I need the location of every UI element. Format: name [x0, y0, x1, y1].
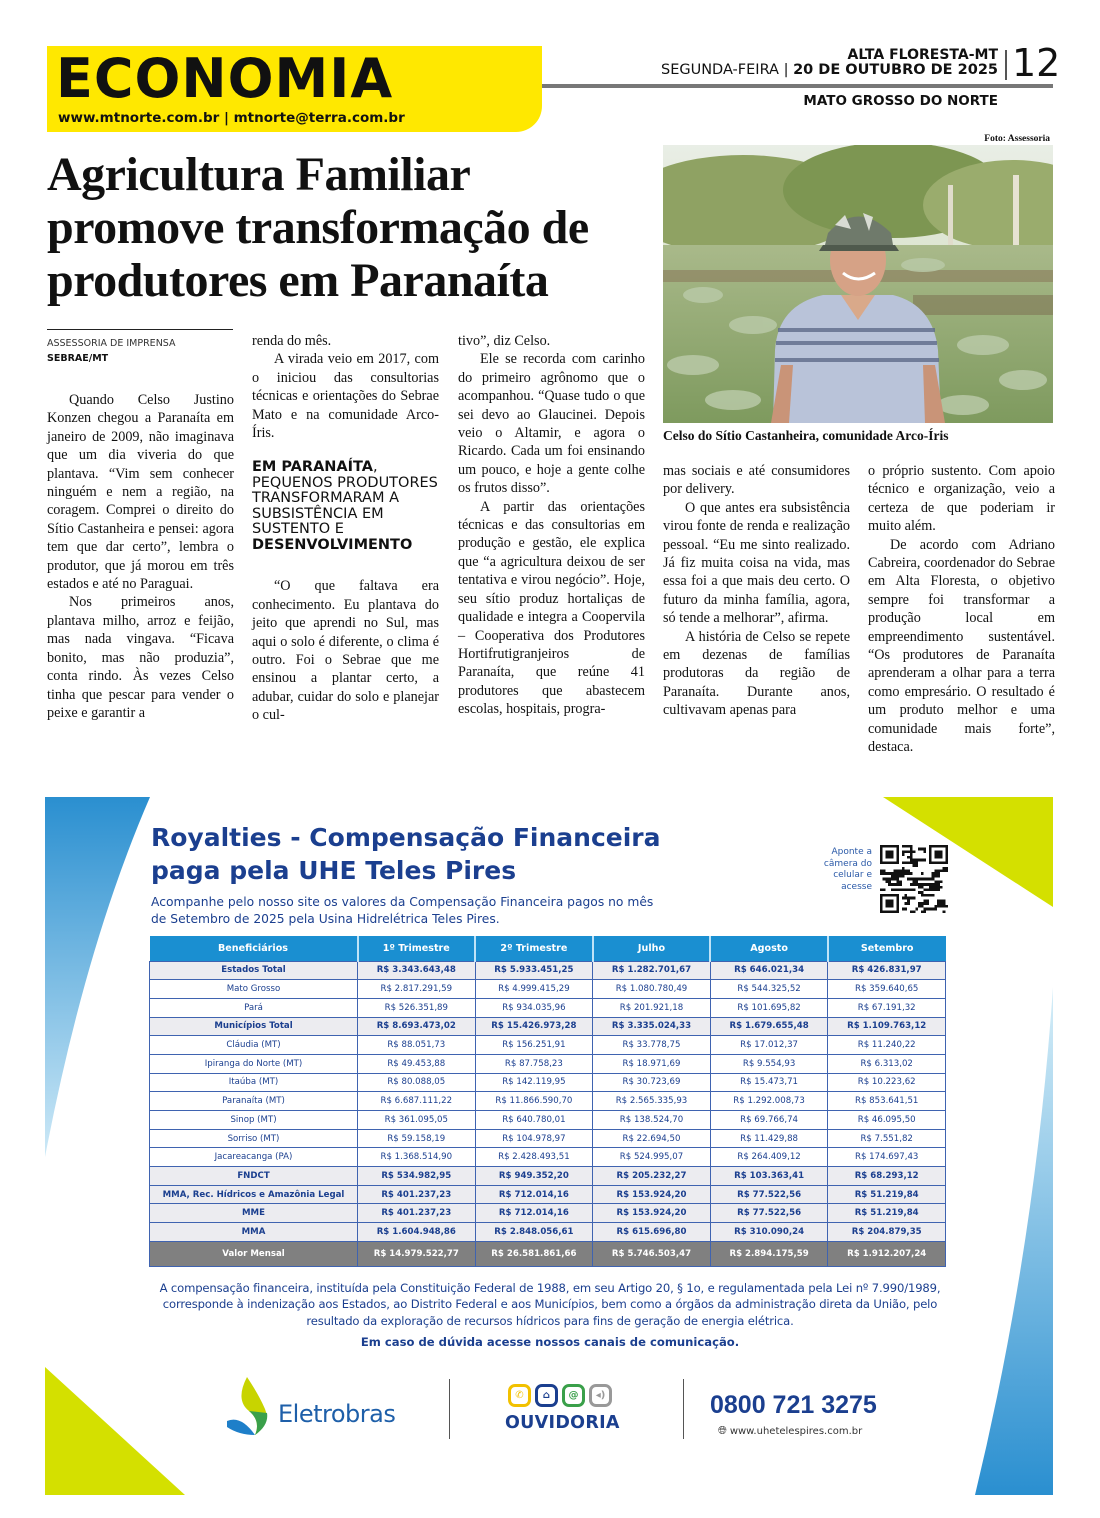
value-cell: R$ 59.158,19	[358, 1129, 476, 1148]
table-row	[150, 980, 946, 999]
table-header-cell: Agosto	[710, 936, 828, 961]
ad-title-line-2: paga pela UHE Teles Pires	[151, 856, 517, 885]
value-cell: R$ 138.524,70	[593, 1111, 711, 1130]
byline-role: ASSESSORIA DE IMPRENSA	[47, 338, 176, 349]
pull-quote-lead: EM PARANAÍTA	[252, 459, 374, 476]
eletrobras-brand: Eletrobras	[278, 1400, 396, 1428]
newspaper-name: MATO GROSSO DO NORTE	[803, 93, 998, 109]
value-cell: R$ 2.565.335,93	[593, 1092, 711, 1111]
value-cell: R$ 2.848.056,61	[475, 1223, 593, 1242]
table-row	[150, 1167, 946, 1186]
table-header-cell: Beneficiários	[150, 936, 358, 961]
value-cell: R$ 361.095,05	[358, 1111, 476, 1130]
value-cell: R$ 359.640,65	[828, 980, 946, 999]
paragraph: mas sociais e até consumidores por delivery.	[663, 463, 850, 498]
value-cell: R$ 401.237,23	[358, 1204, 476, 1223]
value-cell: R$ 201.921,18	[593, 998, 711, 1017]
byline-rule	[47, 329, 233, 330]
value-cell: R$ 15.473,71	[710, 1073, 828, 1092]
value-cell: R$ 67.191,32	[828, 998, 946, 1017]
article-column-1	[47, 391, 234, 722]
pull-quote-body: , PEQUENOS PRODUTORES TRANSFORMARAM A SUBSISTÊNCIA EM SUSTENTO E	[252, 459, 438, 538]
paragraph: De acordo com Adriano Cabreira, coordenador do Sebrae em Alta Floresta, o objetivo sempre foi transformar a produção local em empreendimento sustentável. “Os produtores de Paranaíta aprenderam a olhar para a terra como empresário. O resultado é um produto melhor e uma comunidade mais forte”, destaca.	[868, 536, 1055, 756]
header-weekday: SEGUNDA-FEIRA |	[660, 62, 789, 78]
value-cell: R$ 6.313,02	[828, 1054, 946, 1073]
value-cell: R$ 103.363,41	[710, 1167, 828, 1186]
value-cell: R$ 524.995,07	[593, 1148, 711, 1167]
speaker-icon[interactable]: ◂)	[589, 1384, 612, 1407]
royalties-table	[149, 936, 946, 1267]
value-cell: R$ 934.035,96	[475, 998, 593, 1017]
value-cell: R$ 18.971,69	[593, 1054, 711, 1073]
table-row	[150, 1111, 946, 1130]
value-cell: R$ 712.014,16	[475, 1204, 593, 1223]
article-column-4	[663, 462, 850, 720]
value-cell: R$ 80.088,05	[358, 1073, 476, 1092]
table-total-row	[150, 1241, 946, 1266]
value-cell: R$ 949.352,20	[475, 1167, 593, 1186]
pull-quote	[252, 460, 439, 553]
paragraph: O que antes era subsistência virou fonte de renda e realização pessoal. “Eu me sinto realizado. Já fiz muita coisa na vida, mas essa foi a que mais deu certo. O futuro da minha família, agora, só tende a melhorar”, afirma.	[663, 499, 850, 627]
value-cell: R$ 11.429,88	[710, 1129, 828, 1148]
value-cell: R$ 534.982,95	[358, 1167, 476, 1186]
value-cell: R$ 853.641,51	[828, 1092, 946, 1111]
beneficiary-cell: Jacareacanga (PA)	[150, 1148, 358, 1167]
value-cell: R$ 1.109.763,12	[828, 1017, 946, 1036]
qr-code-icon[interactable]	[880, 844, 948, 914]
value-cell: R$ 264.409,12	[710, 1148, 828, 1167]
contact-cta: Em caso de dúvida acesse nossos canais de comunicação.	[360, 1335, 740, 1349]
value-cell: R$ 51.219,84	[828, 1204, 946, 1223]
table-row	[150, 1073, 946, 1092]
value-cell: R$ 6.687.111,22	[358, 1092, 476, 1111]
table-row	[150, 1148, 946, 1167]
paragraph: tivo”, diz Celso.	[458, 333, 551, 349]
royalties-advertisement	[45, 797, 1053, 1495]
total-value-cell: R$ 1.912.207,24	[828, 1241, 946, 1266]
beneficiary-cell: FNDCT	[150, 1167, 358, 1186]
value-cell: R$ 15.426.973,28	[475, 1017, 593, 1036]
ad-subtitle: Acompanhe pelo nosso site os valores da Compensação Financeira pagos no mês de Setembro de 2025 pela Usina Hidrelétrica Teles Pires.	[151, 895, 654, 926]
paragraph: o próprio sustento. Com apoio técnico e organização, veio a certeza de que poderiam ir muito além.	[868, 463, 1055, 535]
table-header-cell: 2º Trimestre	[475, 936, 593, 961]
phone-icon[interactable]: ✆	[508, 1384, 531, 1407]
table-header-cell: Julho	[593, 936, 711, 961]
paragraph: renda do mês.	[252, 333, 332, 349]
ad-title-line-1: Royalties - Compensação Financeira	[151, 823, 661, 852]
value-cell: R$ 2.428.493,51	[475, 1148, 593, 1167]
value-cell: R$ 526.351,89	[358, 998, 476, 1017]
total-value-cell: R$ 26.581.861,66	[475, 1241, 593, 1266]
value-cell: R$ 153.924,20	[593, 1185, 711, 1204]
beneficiary-cell: Municípios Total	[150, 1017, 358, 1036]
table-row	[150, 961, 946, 980]
website-link[interactable]	[718, 1424, 862, 1438]
photo-caption: Celso do Sítio Castanheira, comunidade Arco-Íris	[663, 428, 949, 443]
table-row	[150, 1185, 946, 1204]
value-cell: R$ 1.282.701,67	[593, 961, 711, 980]
value-cell: R$ 30.723,69	[593, 1073, 711, 1092]
paragraph: Quando Celso Justino Konzen chegou a Paranaíta em janeiro de 2009, não imaginava que um dia viveria do que plantava. “Vim sem conhecer ninguém e nem a região, na coragem. Comprei o direito do Sítio Castanheira e pensei: agora tem que dar certo”, lembra o produtor, que já morou em três estados e até no Paraguai.	[47, 392, 234, 593]
value-cell: R$ 153.924,20	[593, 1204, 711, 1223]
value-cell: R$ 5.933.451,25	[475, 961, 593, 980]
table-header-cell: Setembro	[828, 936, 946, 961]
value-cell: R$ 615.696,80	[593, 1223, 711, 1242]
table-row	[150, 1204, 946, 1223]
ouvidoria-channel-icons	[508, 1384, 612, 1407]
value-cell: R$ 68.293,12	[828, 1167, 946, 1186]
divider	[683, 1379, 684, 1439]
value-cell: R$ 1.679.655,48	[710, 1017, 828, 1036]
table-header-cell: 1º Trimestre	[358, 936, 476, 961]
value-cell: R$ 3.343.643,48	[358, 961, 476, 980]
value-cell: R$ 10.223,62	[828, 1073, 946, 1092]
value-cell: R$ 646.021,34	[710, 961, 828, 980]
table-row	[150, 1092, 946, 1111]
beneficiary-cell: Paranaíta (MT)	[150, 1092, 358, 1111]
value-cell: R$ 2.817.291,59	[358, 980, 476, 999]
table-row	[150, 1054, 946, 1073]
value-cell: R$ 1.292.008,73	[710, 1092, 828, 1111]
paragraph: “O que faltava era conhecimento. Eu plantava do jeito que aprendi no Sul, mas aqui o solo é diferente, o clima é outro. Foi o Sebrae que me ensinou a plantar certo, a adubar, cuidar do solo e planejar o cul-	[252, 578, 439, 724]
ouvidoria-label: OUVIDORIA	[505, 1413, 620, 1433]
value-cell: R$ 142.119,95	[475, 1073, 593, 1092]
value-cell: R$ 22.694,50	[593, 1129, 711, 1148]
value-cell: R$ 8.693.473,02	[358, 1017, 476, 1036]
value-cell: R$ 7.551,82	[828, 1129, 946, 1148]
globe-icon: 🌐︎	[718, 1424, 727, 1437]
value-cell: R$ 156.251,91	[475, 1036, 593, 1055]
article-headline: Agricultura Familiar promove transformação de produtores em Paranaíta	[47, 148, 589, 307]
value-cell: R$ 11.240,22	[828, 1036, 946, 1055]
website-url[interactable]: www.uhetelespires.com.br	[729, 1425, 863, 1437]
email-at-icon[interactable]: @	[562, 1384, 585, 1407]
value-cell: R$ 712.014,16	[475, 1185, 593, 1204]
value-cell: R$ 544.325,52	[710, 980, 828, 999]
table-row	[150, 1017, 946, 1036]
value-cell: R$ 9.554,93	[710, 1054, 828, 1073]
beneficiary-cell: Cláudia (MT)	[150, 1036, 358, 1055]
article-column-5	[868, 462, 1055, 757]
beneficiary-cell: Mato Grosso	[150, 980, 358, 999]
beneficiary-cell: Pará	[150, 998, 358, 1017]
phone-number[interactable]: 0800 721 3275	[710, 1391, 877, 1419]
beneficiary-cell: MMA	[150, 1223, 358, 1242]
qr-instructions: Aponte a câmera do celular e acesse	[823, 847, 872, 892]
value-cell: R$ 401.237,23	[358, 1185, 476, 1204]
paragraph: Ele se recorda com carinho do primeiro agrônomo que o acompanhou. “Quase tudo o que sei devo ao Glaucinei. Depois veio o Altamir, e agora o Ricardo. Cada um foi ensinando um pouco, e hoje a gente colhe os frutos disso”.	[458, 351, 645, 497]
table-row	[150, 1036, 946, 1055]
total-label-cell: Valor Mensal	[150, 1241, 358, 1266]
beneficiary-cell: MMA, Rec. Hídricos e Amazônia Legal	[150, 1185, 358, 1204]
section-links[interactable]: www.mtnorte.com.br | mtnorte@terra.com.br	[58, 110, 405, 126]
total-value-cell: R$ 14.979.522,77	[358, 1241, 476, 1266]
paragraph: Nos primeiros anos, plantava milho, arroz e feijão, mas nada vingava. “Ficava bonito, mas não produzia”, conta rindo. Às vezes Celso tinha que pescar para vender o peixe e garantir a	[47, 594, 234, 721]
value-cell: R$ 101.695,82	[710, 998, 828, 1017]
header-city: ALTA FLORESTA-MT	[847, 47, 998, 63]
value-cell: R$ 1.604.948,86	[358, 1223, 476, 1242]
eletrobras-logo-icon	[225, 1375, 275, 1437]
table-row	[150, 998, 946, 1017]
beneficiary-cell: Sinop (MT)	[150, 1111, 358, 1130]
byline-org: SEBRAE/MT	[47, 353, 109, 364]
page-number: 12	[1012, 41, 1061, 85]
header-date	[661, 62, 998, 78]
value-cell: R$ 310.090,24	[710, 1223, 828, 1242]
value-cell: R$ 11.866.590,70	[475, 1092, 593, 1111]
beneficiary-cell: MME	[150, 1204, 358, 1223]
ad-title	[151, 821, 661, 887]
value-cell: R$ 3.335.024,33	[593, 1017, 711, 1036]
value-cell: R$ 87.758,23	[475, 1054, 593, 1073]
legal-text: A compensação financeira, instituída pela Constituição Federal de 1988, em seu Artigo 20, § 1o, e regulamentada pela Lei nº 7.990/1989, corresponde à indenização aos Estados, ao Distrito Federal e aos Municípios, bem como a órgãos da administração direta da União, pelo resultado da exploração de recursos hídricos para fins de geração de energia elétrica.	[159, 1281, 941, 1328]
total-value-cell: R$ 2.894.175,59	[710, 1241, 828, 1266]
table-row	[150, 1129, 946, 1148]
total-value-cell: R$ 5.746.503,47	[593, 1241, 711, 1266]
value-cell: R$ 49.453,88	[358, 1054, 476, 1073]
table-header-row	[150, 936, 946, 961]
home-icon[interactable]: ⌂	[535, 1384, 558, 1407]
value-cell: R$ 104.978,97	[475, 1129, 593, 1148]
value-cell: R$ 77.522,56	[710, 1204, 828, 1223]
pull-quote-end: DESENVOLVIMENTO	[252, 536, 413, 553]
value-cell: R$ 1.080.780,49	[593, 980, 711, 999]
photo-credit: Foto: Assessoria	[984, 134, 1050, 144]
value-cell: R$ 1.368.514,90	[358, 1148, 476, 1167]
value-cell: R$ 4.999.415,29	[475, 980, 593, 999]
article-column-3	[458, 332, 645, 719]
farmer-photo-illustration	[663, 145, 1053, 423]
beneficiary-cell: Ipiranga do Norte (MT)	[150, 1054, 358, 1073]
beneficiary-cell: Itaúba (MT)	[150, 1073, 358, 1092]
header-date-value: 20 DE OUTUBRO DE 2025	[793, 62, 998, 78]
beneficiary-cell: Sorriso (MT)	[150, 1129, 358, 1148]
value-cell: R$ 88.051,73	[358, 1036, 476, 1055]
value-cell: R$ 205.232,27	[593, 1167, 711, 1186]
value-cell: R$ 174.697,43	[828, 1148, 946, 1167]
beneficiary-cell: Estados Total	[150, 961, 358, 980]
article-photo	[663, 145, 1053, 423]
value-cell: R$ 17.012,37	[710, 1036, 828, 1055]
paragraph: A história de Celso se repete em dezenas de famílias produtoras da região de Paranaíta. Durante anos, cultivavam apenas para	[663, 628, 850, 719]
value-cell: R$ 204.879,35	[828, 1223, 946, 1242]
table-row	[150, 1223, 946, 1242]
article-column-2	[252, 332, 439, 725]
value-cell: R$ 426.831,97	[828, 961, 946, 980]
header-rule	[542, 84, 1053, 88]
value-cell: R$ 46.095,50	[828, 1111, 946, 1130]
value-cell: R$ 640.780,01	[475, 1111, 593, 1130]
section-title: ECONOMIA	[56, 47, 394, 110]
value-cell: R$ 69.766,74	[710, 1111, 828, 1130]
paragraph: A virada veio em 2017, com o iniciou das consultorias técnicas e orientações do Sebrae Mato e na comunidade Arco-Íris.	[252, 351, 439, 442]
paragraph: A partir das orientações técnicas e das consultorias em produção e gestão, ele explica que “a agricultura deixou de ser tentativa e virou negócio”. Hoje, seu sítio produz hortaliças de qualidade e integra a Coopervila – Cooperativa dos Produtores Hortifrutigranjeiros de Paranaíta, que reúne 41 produtores que abastecem escolas, hospitais, progra-	[458, 498, 645, 718]
value-cell: R$ 51.219,84	[828, 1185, 946, 1204]
divider	[449, 1379, 450, 1439]
value-cell: R$ 77.522,56	[710, 1185, 828, 1204]
value-cell: R$ 33.778,75	[593, 1036, 711, 1055]
header-separator	[1005, 50, 1007, 80]
